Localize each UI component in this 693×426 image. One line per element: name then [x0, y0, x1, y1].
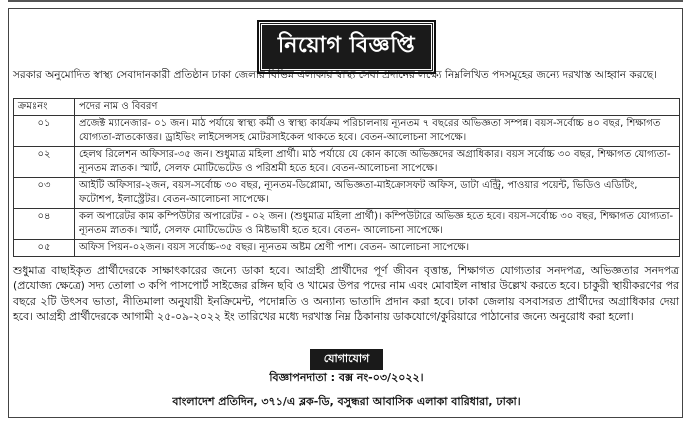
table-header-row: [14, 99, 680, 116]
table-row: [14, 116, 680, 147]
row-description: কল অপারেটর কাম কম্পিউটার অপারেটর - ০২ জন। (শুধুমাত্র মহিলা প্রার্থী)। কম্পিউটারে অভিজ্ঞ হতে হবে। বয়স-সর্বোচ্চ ৩০ বছর, শিক্ষাগত যোগ্যতা-ন্যূনতম স্নাতক। স্মার্ট, সেলফ মোটিভেটেড ও মিষ্টভাষী হতে হবে। বেতন- আলোচনা সাপেক্ষে।: [75, 209, 680, 240]
title-wrap: [0, 22, 693, 72]
row-serial: ০৩: [14, 178, 75, 209]
row-serial: ০২: [14, 147, 75, 178]
row-serial: ০৪: [14, 209, 75, 240]
row-description: হেলথ রিলেশন অফিসার-৩৫ জন। শুধুমাত্র মহিলা প্রার্থী। মাঠ পর্যায়ে যে কোন কাজে অভিজ্ঞদের অগ্রাধিকার। বয়স সর্বোচ্চ ৩০ বছর, শিক্ষাগত যোগ্যতা-ন্যূনতম স্নাতক। স্মার্ট, সেলফ মোটিভেটেড ও পরিশ্রমী হতে হবে। বেতন-আলোচনা সাপেক্ষে।: [75, 147, 680, 178]
row-description: প্রজেক্ট ম্যানেজার- ০১ জন। মাঠ পর্যায়ে স্বাস্থ্য কর্মী ও স্বাস্থ্য কার্যক্রম পরিচালনায় ন্যূনতম ৭ বছরের অভিজ্ঞতা সম্পন্ন। বয়স-সর্বোচ্চ ৪০ বছর, শিক্ষাগত যোগ্যতা-স্নাতকোত্তর। ড্রাইভিং লাইসেন্সসহ মোটরসাইকেল থাকতে হবে। বেতন-আলোচনা সাপেক্ষে।: [75, 116, 680, 147]
table-row: [14, 147, 680, 178]
top-rule: [8, 0, 683, 2]
instructions-text: শুধুমাত্র বাছাইকৃত প্রার্থীদেরকে সাক্ষাৎকারের জন্যে ডাকা হবে। আগ্রহী প্রার্থীদের পূর্ণ জীবন বৃত্তান্ত, শিক্ষাগত যোগ্যতার সনদপত্র, অভিজ্ঞতার সনদপত্র (প্রযোজ্য ক্ষেত্রে) সদ্য তোলা ৩ কপি পাসপোর্ট সাইজের রঙ্গিন ছবি ও খামের উপর পদের নাম এবং মোবাইল নাম্বার উল্লেখ করতে হবে। চাকুরী স্থায়ীকরণের পর বছরে ২টি উৎসব ভাতা, নীতিমালা অনুযায়ী ইনক্রিমেন্ট, পদোন্নতি ও অন্যান্য ভাতাদি প্রদান করা হবে। ঢাকা জেলায় বসবাসরত প্রার্থীদের অগ্রাধিকার দেয়া হবে। আগ্রহী প্রার্থীদেরকে আগামী ২৫-০৯-২০২২ ইং তারিখের মধ্যে দরখাস্ত নিম্ন ঠিকানায় ডাকযোগে/কুরিয়ারে পাঠানোর জন্যে অনুরোধ করা হলো।: [13, 264, 679, 323]
header-serial: ক্রমঃনং: [14, 99, 75, 116]
row-serial: ০৫: [14, 240, 75, 257]
advertiser-line: বিজ্ঞাপনদাতা : বক্স নং-০৩/২০২২।: [269, 371, 424, 384]
table-row: [14, 209, 680, 240]
table-row: [14, 240, 680, 257]
row-description: অফিস পিয়ন-০২জন। বয়স সর্বোচ্চ-৩৫ বছর। ন্যূনতম অষ্টম শ্রেণী পাশ। বেতন- আলোচনা সাপেক্ষে।: [75, 240, 680, 257]
posts-table: [13, 98, 680, 257]
page-title: নিয়োগ বিজ্ঞপ্তি: [259, 22, 434, 72]
table-row: [14, 178, 680, 209]
row-serial: ০১: [14, 116, 75, 147]
address-line: বাংলাদেশ প্রতিদিন, ৩৭১/এ ব্লক-ডি, বসুন্ধরা আবাসিক এলাকা বারিধারা, ঢাকা।: [172, 395, 521, 408]
contact-wrap: [0, 347, 693, 370]
intro-text: সরকার অনুমোদিত স্বাস্থ্য সেবাদানকারী প্রতিষ্ঠান ঢাকা জেলার বিভিন্ন এলাকায় স্বাস্থ্য সেবা প্রদানের লক্ষ্যে নিম্নলিখিত পদসমূহের জন্যে দরখাস্ত আহ্বান করছে।: [13, 69, 657, 81]
contact-label: যোগাযোগ: [310, 349, 384, 370]
row-description: আইটি অফিসার-২জন, বয়স-সর্বোচ্চ ৩০ বছর, ন্যূনতম-ডিপ্লোমা, অভিজ্ঞতা-মাইক্রোসফট অফিস, ডাটা এন্ট্রি, পাওয়ার পয়েন্ট, ভিডিও এডিটিং, ফটোশপ, ইলাস্ট্রেটর। বেতন-আলোচনা সাপেক্ষে।: [75, 178, 680, 209]
header-description: পদের নাম ও বিবরণ: [75, 99, 680, 116]
